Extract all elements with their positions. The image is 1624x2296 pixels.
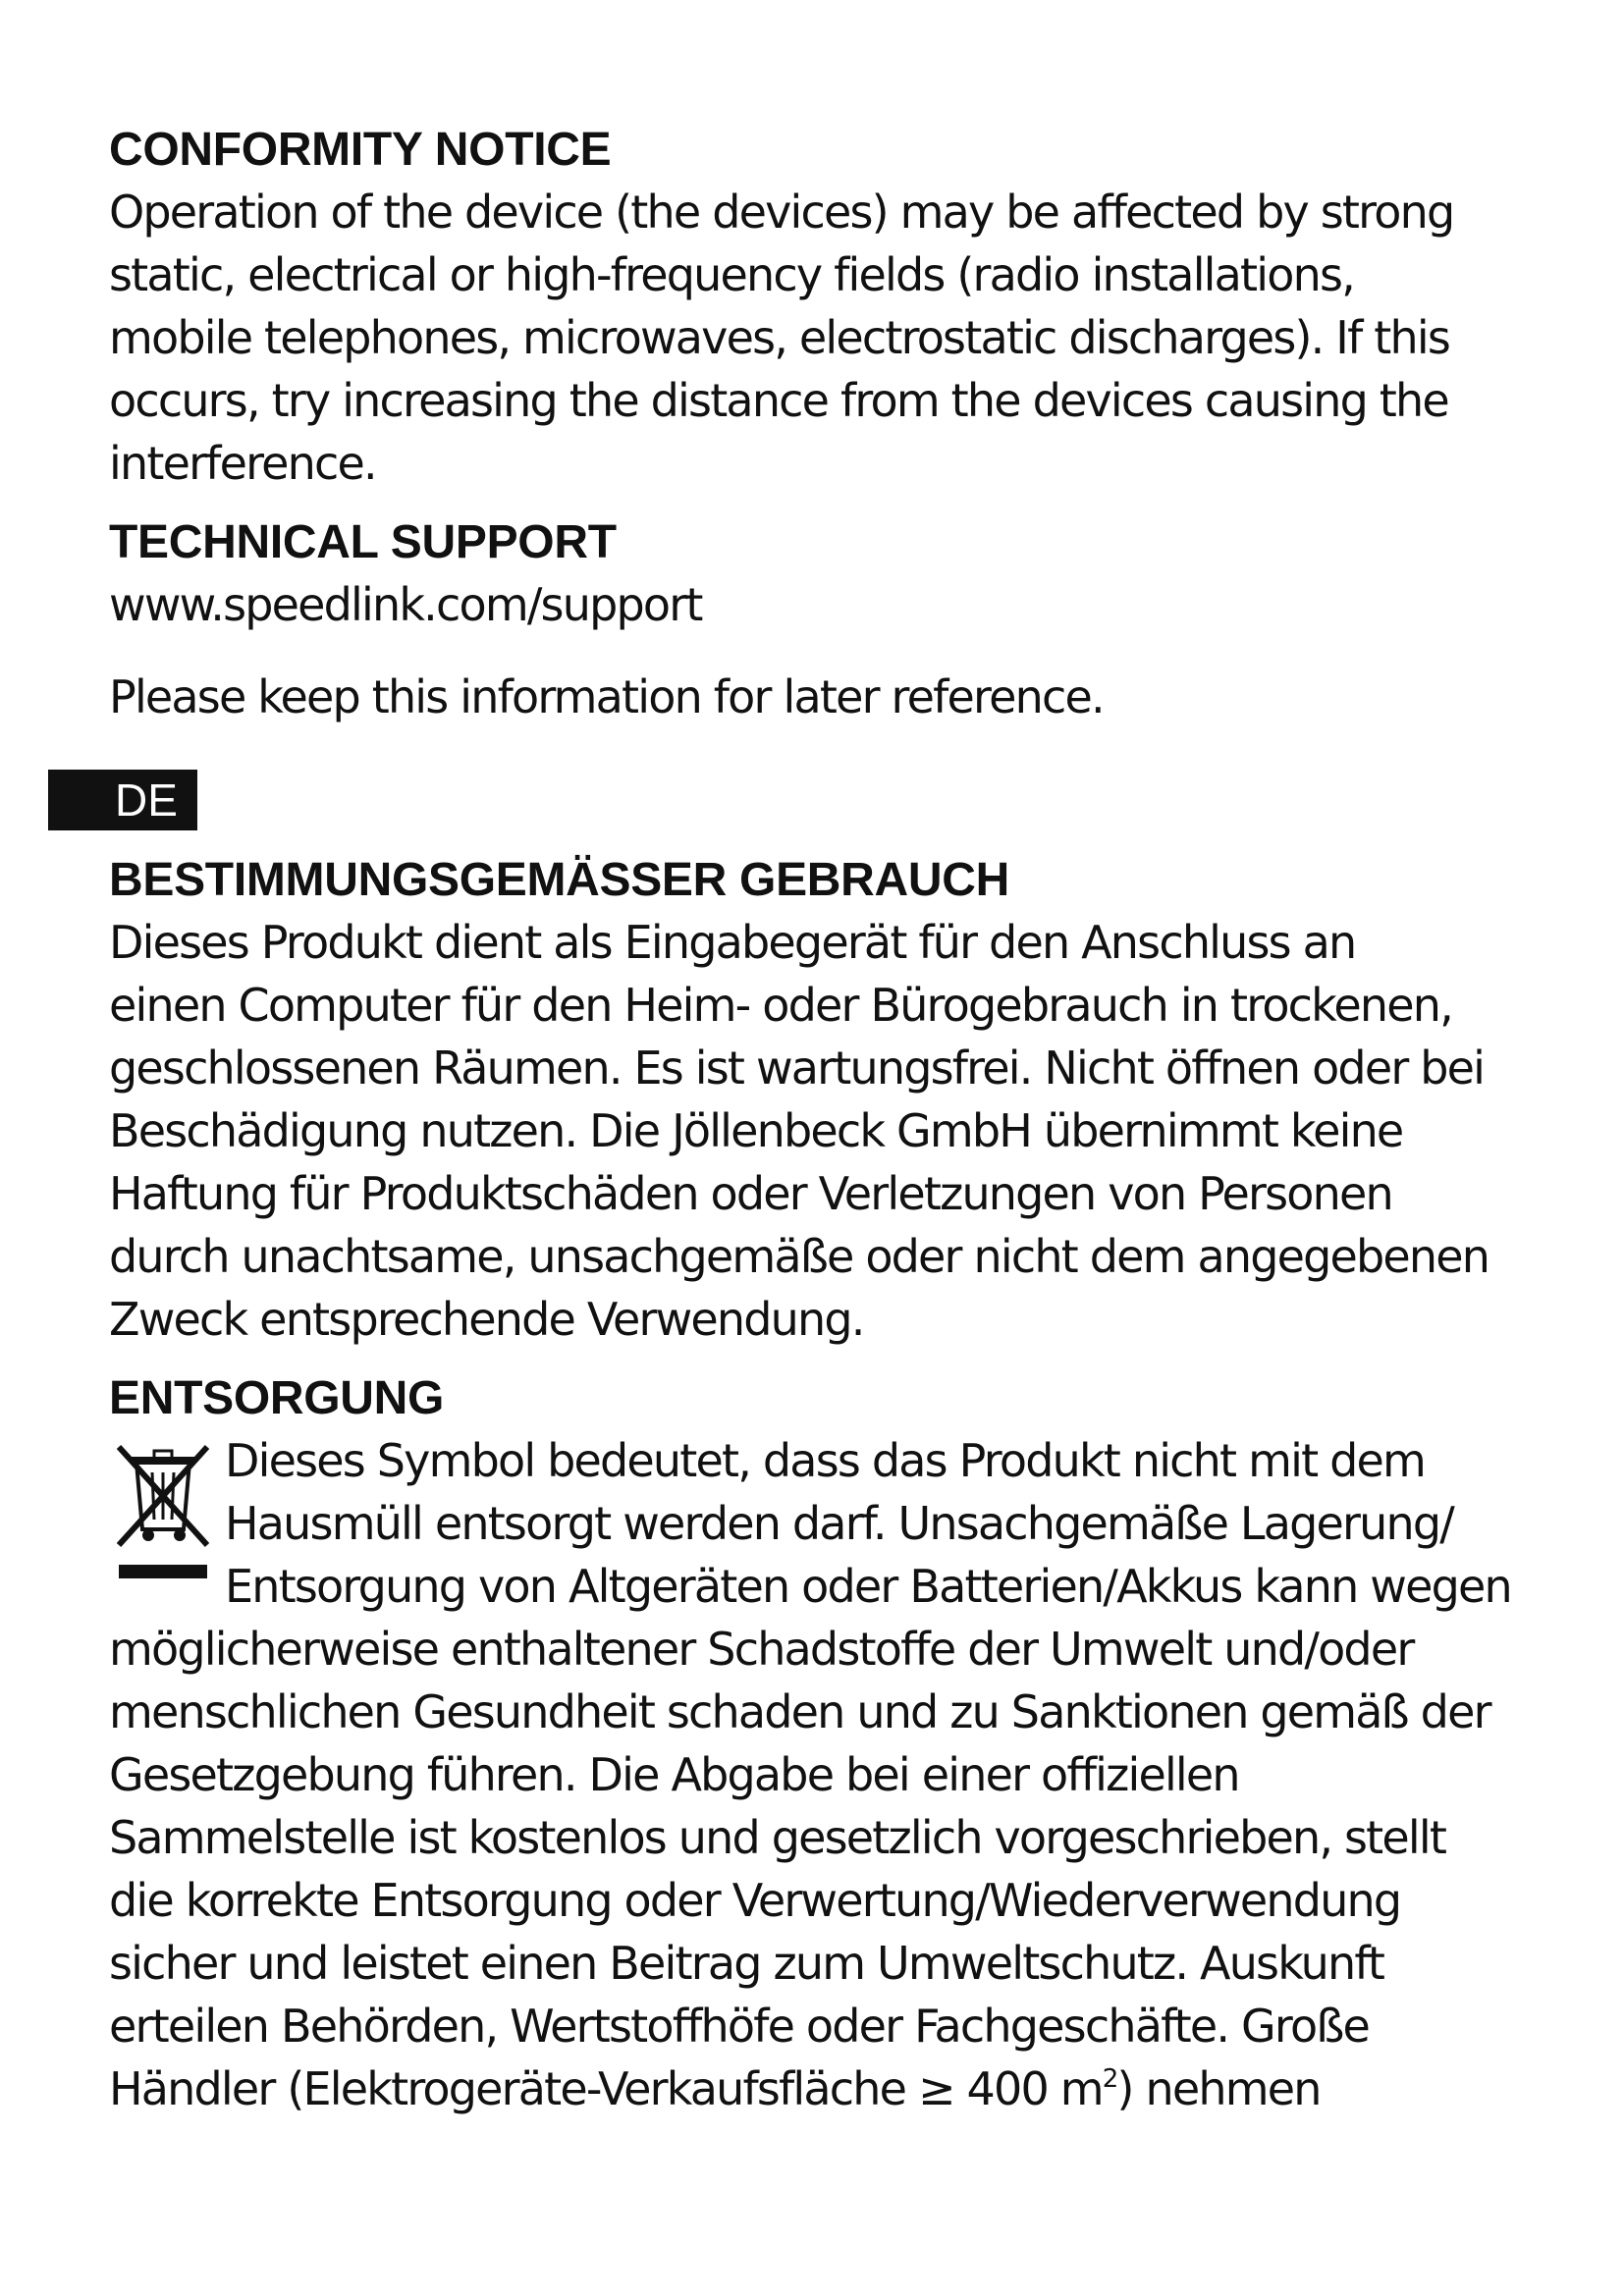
text-line: die korrekte Entsorgung oder Verwertung/Wiederverwendung <box>109 1874 1401 1927</box>
text-line: occurs, try increasing the distance from the devices causing the <box>109 374 1448 427</box>
text-line-last <box>109 2057 1543 2120</box>
intended-use-text <box>109 911 1543 1351</box>
text-line: Operation of the device (the devices) may be affected by strong <box>109 186 1454 239</box>
text-line: static, electrical or high-frequency fields (radio installations, <box>109 248 1354 301</box>
superscript-exponent: 2 <box>1102 2064 1117 2094</box>
disposal-section <box>109 1368 1543 2120</box>
text-line: Dieses Produkt dient als Eingabegerät für den Anschluss an <box>109 916 1356 969</box>
document-page <box>109 120 1543 2120</box>
disposal-icon-text <box>109 1429 1543 1618</box>
language-badge: DE <box>48 770 197 830</box>
disposal-text <box>109 1618 1543 2120</box>
text-line: menschlichen Gesundheit schaden und zu Sanktionen gemäß der <box>109 1685 1490 1738</box>
text-line: mobile telephones, microwaves, electrostatic discharges). If this <box>109 311 1450 364</box>
text-line: sicher und leistet einen Beitrag zum Umweltschutz. Auskunft <box>109 1937 1384 1990</box>
text-line: Dieses Symbol bedeutet, dass das Produkt nicht mit dem <box>225 1434 1426 1487</box>
text-line: geschlossenen Räumen. Es ist wartungsfrei. Nicht öffnen oder bei <box>109 1041 1485 1095</box>
last-line-text-end: ) nehmen <box>1116 2062 1321 2115</box>
text-line: Beschädigung nutzen. Die Jöllenbeck GmbH übernimmt keine <box>109 1104 1403 1157</box>
conformity-heading: CONFORMITY NOTICE <box>109 124 612 176</box>
text-line: erteilen Behörden, Wertstoffhöfe oder Fachgeschäfte. Große <box>109 2000 1370 2053</box>
conformity-section <box>109 120 1543 495</box>
text-line: durch unachtsame, unsachgemäße oder nicht dem angegebenen <box>109 1230 1489 1283</box>
intended-use-section <box>109 850 1543 1351</box>
text-line: Entsorgung von Altgeräten oder Batterien/Akkus kann wegen <box>225 1560 1511 1613</box>
weee-crossed-bin-icon <box>109 1433 217 1620</box>
text-line: möglicherweise enthaltener Schadstoffe der Umwelt und/oder <box>109 1623 1414 1676</box>
text-line: Sammelstelle ist kostenlos und gesetzlich vorgeschrieben, stellt <box>109 1811 1446 1864</box>
text-line: einen Computer für den Heim- oder Bürogebrauch in trockenen, <box>109 979 1452 1032</box>
support-url: www.speedlink.com/support <box>109 578 702 631</box>
text-line: Haftung für Produktschäden oder Verletzungen von Personen <box>109 1167 1392 1220</box>
support-heading: TECHNICAL SUPPORT <box>109 516 617 568</box>
text-line: Hausmüll entsorgt werden darf. Unsachgemäße Lagerung/ <box>225 1497 1453 1550</box>
text-line: interference. <box>109 437 376 490</box>
conformity-text <box>109 181 1543 495</box>
text-line: Zweck entsprechende Verwendung. <box>109 1293 864 1346</box>
support-note: Please keep this information for later reference. <box>109 670 1104 723</box>
text-line: Gesetzgebung führen. Die Abgabe bei einer offiziellen <box>109 1748 1239 1801</box>
intended-use-heading: BESTIMMUNGSGEMÄSSER GEBRAUCH <box>109 854 1009 906</box>
weee-row <box>109 1429 1543 1618</box>
disposal-heading: ENTSORGUNG <box>109 1372 445 1424</box>
last-line-text: Händler (Elektrogeräte-Verkaufsfläche ≥ 400 m <box>109 2062 1103 2115</box>
support-section <box>109 512 1543 728</box>
